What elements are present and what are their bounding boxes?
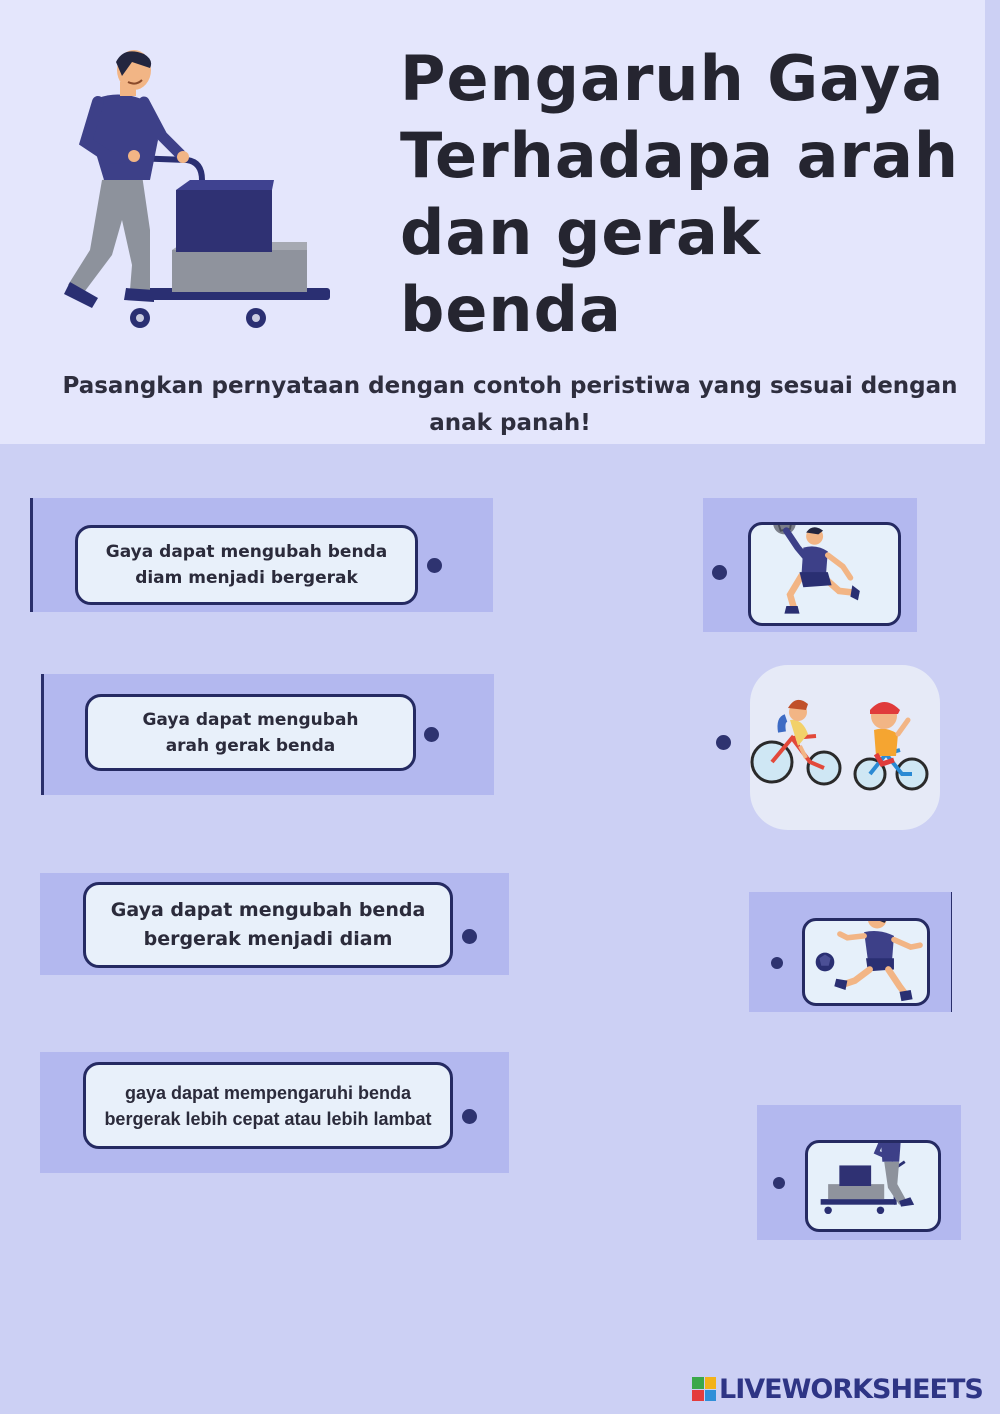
answer-picture	[805, 1140, 941, 1232]
man-pushing-cart-icon	[808, 1143, 938, 1229]
liveworksheets-logo	[692, 1374, 983, 1404]
answer-connector-dot[interactable]	[773, 1177, 785, 1189]
page-title: Pengaruh Gaya Terhadapa arah dan gerak benda	[400, 42, 960, 346]
answer-picture	[802, 918, 930, 1006]
statement-connector-dot[interactable]	[427, 558, 442, 573]
answer-connector-dot[interactable]	[716, 735, 731, 750]
statement-box: Gaya dapat mengubah benda diam menjadi bergerak	[75, 525, 418, 605]
logo-mark-icon	[692, 1377, 716, 1401]
answer-connector-dot[interactable]	[771, 957, 783, 969]
kids-riding-bicycles-icon	[750, 690, 930, 800]
person-pushing-cart-illustration	[62, 50, 337, 335]
statement-box: gaya dapat mempengaruhi benda bergerak lebih cepat atau lebih lambat	[83, 1062, 453, 1149]
logo-text: LIVEWORKSHEETS	[719, 1373, 983, 1405]
statement-connector-dot[interactable]	[424, 727, 439, 742]
instruction-text: Pasangkan pernyataan dengan contoh peristiwa yang sesuai dengan anak panah!	[62, 373, 958, 436]
boy-kicking-ball-icon	[805, 921, 927, 1003]
statement-connector-dot[interactable]	[462, 1109, 477, 1124]
statement-connector-dot[interactable]	[462, 929, 477, 944]
answer-picture	[748, 522, 901, 626]
statement-box: Gaya dapat mengubah benda bergerak menjadi diam	[83, 882, 453, 968]
statement-box: Gaya dapat mengubah arah gerak benda	[85, 694, 416, 771]
goalkeeper-catching-ball-icon	[751, 525, 898, 623]
answer-connector-dot[interactable]	[712, 565, 727, 580]
